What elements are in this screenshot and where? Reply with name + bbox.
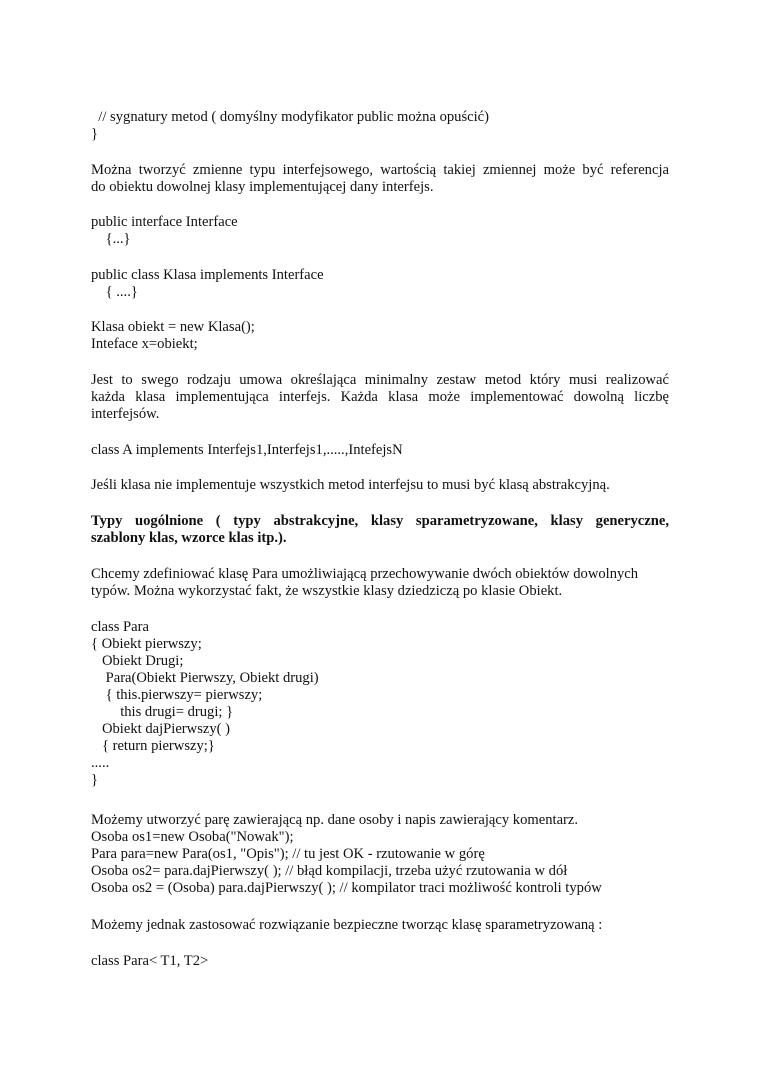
code-line: Para(Obiekt Pierwszy, Obiekt drugi)	[91, 670, 319, 686]
paragraph-line: Chcemy zdefiniować klasę Para umożliwiającą przechowywanie dwóch obiektów dowolnych	[91, 566, 639, 582]
paragraph-line: do obiektu dowolnej klasy implementującej dany interfejs.	[91, 179, 434, 195]
section-heading: szablony klas, wzorce klas itp.).	[91, 530, 287, 546]
code-line: .....	[91, 755, 110, 771]
code-line: {...}	[91, 231, 131, 247]
code-line: this drugi= drugi; }	[91, 704, 234, 720]
paragraph-line: Można tworzyć zmienne typu interfejsowego, wartością takiej zmiennej może być referencja	[91, 162, 669, 178]
code-line: Osoba os1=new Osoba("Nowak");	[91, 829, 294, 845]
code-line: }	[91, 772, 99, 788]
code-line: { Obiekt pierwszy;	[91, 636, 202, 652]
code-line: public class Klasa implements Interface	[91, 267, 324, 283]
code-line: Osoba os2= para.dajPierwszy( ); // błąd kompilacji, trzeba użyć rzutowania w dół	[91, 863, 568, 879]
code-line: public interface Interface	[91, 214, 238, 230]
code-line: class A implements Interfejs1,Interfejs1,.....,IntefejsN	[91, 442, 403, 458]
code-line: Obiekt Drugi;	[91, 653, 184, 669]
code-line: class Para< T1, T2>	[91, 953, 209, 969]
code-line: // sygnatury metod ( domyślny modyfikator public można opuścić)	[91, 109, 490, 125]
paragraph-line: interfejsów.	[91, 406, 160, 422]
paragraph-line: każda klasa implementująca interfejs. Każda klasa może implementować dowolną liczbę	[91, 389, 669, 405]
section-heading: Typy uogólnione ( typy abstrakcyjne, klasy sparametryzowane, klasy generyczne,	[91, 513, 669, 529]
code-line: Inteface x=obiekt;	[91, 336, 198, 352]
paragraph-line: typów. Można wykorzystać fakt, że wszystkie klasy dziedziczą po klasie Obiekt.	[91, 583, 563, 599]
code-line: Klasa obiekt = new Klasa();	[91, 319, 255, 335]
code-line: { ....}	[91, 284, 138, 300]
paragraph-line: Jest to swego rodzaju umowa określająca minimalny zestaw metod który musi realizować	[91, 372, 669, 388]
code-line: { return pierwszy;}	[91, 738, 215, 754]
code-line: Obiekt dajPierwszy( )	[91, 721, 231, 737]
paragraph-line: Możemy utworzyć parę zawierającą np. dane osoby i napis zawierający komentarz.	[91, 812, 579, 828]
code-line: class Para	[91, 619, 149, 635]
code-line: { this.pierwszy= pierwszy;	[91, 687, 263, 703]
paragraph-line: Możemy jednak zastosować rozwiązanie bezpieczne tworząc klasę sparametryzowaną :	[91, 917, 603, 933]
code-line: }	[91, 126, 99, 142]
paragraph-line: Jeśli klasa nie implementuje wszystkich metod interfejsu to musi być klasą abstrakcyjną.	[91, 477, 610, 493]
code-line: Osoba os2 = (Osoba) para.dajPierwszy( ); // kompilator traci możliwość kontroli typów	[91, 880, 602, 896]
code-line: Para para=new Para(os1, "Opis"); // tu jest OK - rzutowanie w górę	[91, 846, 485, 862]
